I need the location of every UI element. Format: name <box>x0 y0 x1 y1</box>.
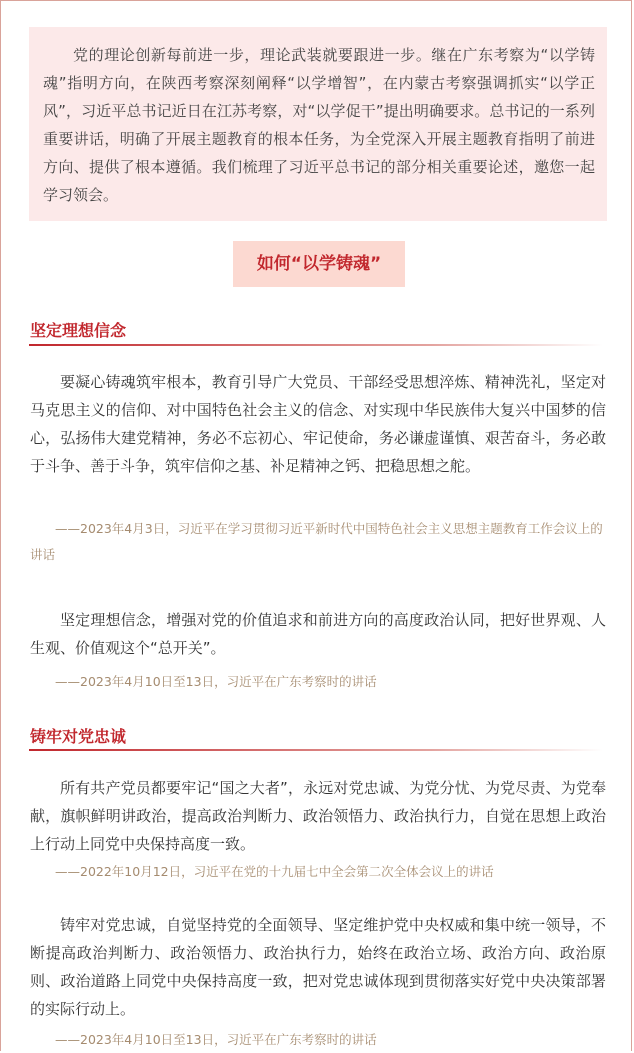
section-banner: 如何“以学铸魂” <box>233 241 405 287</box>
section-divider-1 <box>29 344 603 346</box>
quote-text: 所有共产党员都要牢记“国之大者”，永远对党忠诚、为党分忧、为党尽责、为党奉献，旗帜鲜明讲政治，提高政治判断力、政治领悟力、政治执行力，自觉在思想上政治上行动上同党中央保持高度一致。 <box>30 779 606 853</box>
intro-paragraph: 党的理论创新每前进一步，理论武装就要跟进一步。继在广东考察为“以学铸魂”指明方向，在陕西考察深刻阐释“以学增智”，在内蒙古考察强调抓实“以学正风”，习近平总书记近日在江苏考察，对“以学促干”提出明确要求。总书记的一系列重要讲话，明确了开展主题教育的根本任务，为全党深入开展主题教育指明了前进方向、提供了根本遵循。我们梳理了习近平总书记的部分相关重要论述，邀您一起学习领会。 <box>43 46 595 204</box>
quote-text: 坚定理想信念，增强对党的价值追求和前进方向的高度政治认同，把好世界观、人生观、价值观这个“总开关”。 <box>30 611 606 657</box>
intro-box <box>29 27 607 221</box>
quote-source: ——2023年4月10日至13日，习近平在广东考察时的讲话 <box>55 674 377 689</box>
quote-source: ——2023年4月3日，习近平在学习贯彻习近平新时代中国特色社会主义思想主题教育工作会议上的讲话 <box>30 521 603 562</box>
section-title-2: 铸牢对党忠诚 <box>30 727 127 746</box>
quote-text: 要凝心铸魂筑牢根本，教育引导广大党员、干部经受思想淬炼、精神洗礼，坚定对马克思主义的信仰、对中国特色社会主义的信念、对实现中华民族伟大复兴中国梦的信心，弘扬伟大建党精神，务必不忘初心、牢记使命，务必谦虚谨慎、艰苦奋斗，务必敢于斗争、善于斗争，筑牢信仰之基、补足精神之钙、把稳思想之舵。 <box>30 373 606 475</box>
quote-text: 铸牢对党忠诚，自觉坚持党的全面领导、坚定维护党中央权威和集中统一领导，不断提高政治判断力、政治领悟力、政治执行力，始终在政治立场、政治方向、政治原则、政治道路上同党中央保持高度一致，把对党忠诚体现到贯彻落实好党中央决策部署的实际行动上。 <box>30 916 606 1018</box>
section-title-1: 坚定理想信念 <box>30 321 127 340</box>
quote-source: ——2022年10月12日，习近平在党的十九届七中全会第二次全体会议上的讲话 <box>55 864 494 879</box>
section-divider-2 <box>29 749 603 751</box>
quote-source: ——2023年4月10日至13日，习近平在广东考察时的讲话 <box>55 1032 377 1047</box>
